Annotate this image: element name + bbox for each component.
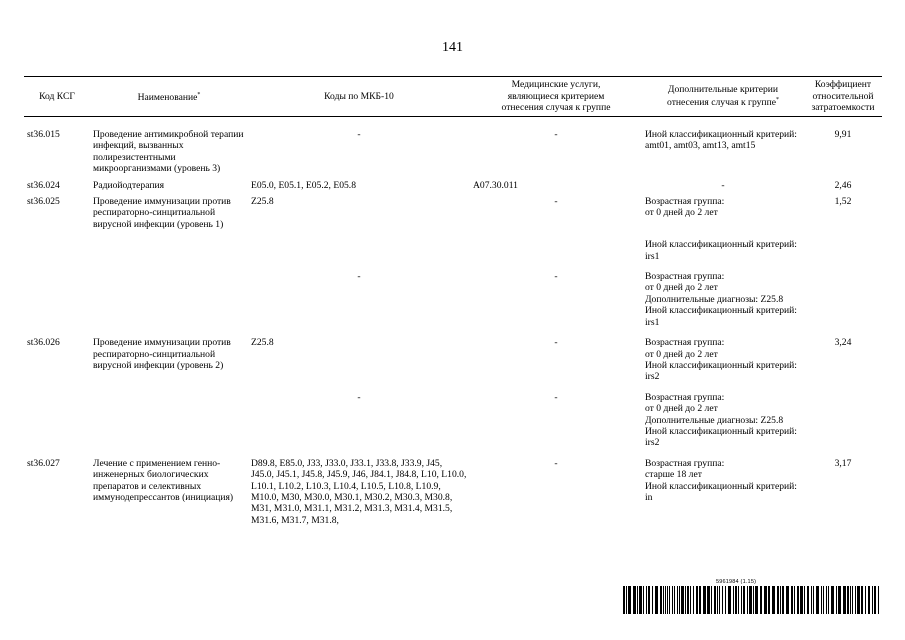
ksg-code xyxy=(24,230,90,262)
criteria-line: от 0 дней до 2 лет xyxy=(645,403,718,415)
criteria-line: от 0 дней до 2 лет xyxy=(645,282,718,294)
barcode-bar xyxy=(831,586,834,614)
page-number: 141 xyxy=(442,40,463,55)
table-row xyxy=(24,175,882,191)
barcode-bar xyxy=(674,586,675,614)
barcode-bar xyxy=(755,586,758,614)
additional-criteria xyxy=(642,129,804,175)
barcode-bar xyxy=(639,586,642,614)
barcode-bar xyxy=(677,586,678,614)
barcode-bar xyxy=(646,586,647,614)
barcode-bar xyxy=(811,586,812,614)
barcode-bar xyxy=(857,586,860,614)
table-row xyxy=(24,328,882,383)
barcode-bar xyxy=(780,586,781,614)
criteria-line: Иной классификационный критерий: irs1 xyxy=(645,239,797,262)
criteria-line: Возрастная группа: xyxy=(645,271,725,283)
header-services: Медицинские услуги, являющиеся критерием отнесения случая к группе xyxy=(470,77,642,117)
barcode-bar xyxy=(672,586,673,614)
barcode-bar xyxy=(623,586,625,614)
barcode-bar xyxy=(800,586,803,614)
barcode-bar xyxy=(685,586,686,614)
criteria-line: Возрастная группа: xyxy=(645,391,725,403)
header-mkb: Коды по МКБ-10 xyxy=(248,77,470,117)
criteria-line: Дополнительные диагнозы: Z25.8 xyxy=(645,414,784,426)
additional-criteria xyxy=(642,383,804,449)
barcode-bar xyxy=(652,586,653,614)
barcode-bar xyxy=(628,586,631,614)
mkb-codes xyxy=(248,230,470,262)
criteria-line: Возрастная группа: xyxy=(645,457,725,469)
barcode-bar xyxy=(861,586,863,614)
table-header-row xyxy=(24,77,882,117)
barcode-bar xyxy=(823,586,824,614)
barcode-bar xyxy=(663,586,664,614)
medical-services: - xyxy=(554,129,558,140)
barcode-bar xyxy=(633,586,636,614)
barcode-bar xyxy=(855,586,856,614)
criteria-line: Возрастная группа: xyxy=(645,337,725,349)
mkb-codes: E05.0, E05.1, E05.2, E05.8 xyxy=(251,179,356,191)
barcode-bar xyxy=(693,586,694,614)
criteria-line: Иной классификационный критерий: irs1 xyxy=(645,305,797,328)
barcode-bar xyxy=(786,586,789,614)
ksg-name: Проведение иммунизации против респираторно-синцитиальной вирусной инфекции (уровень 2) xyxy=(93,337,231,371)
criteria-line: от 0 дней до 2 лет xyxy=(645,348,718,360)
ksg-code: st36.025 xyxy=(27,196,60,208)
barcode-bar xyxy=(777,586,779,614)
barcode-bar xyxy=(872,586,873,614)
medical-services: - xyxy=(554,196,558,208)
barcode-bar xyxy=(711,586,712,614)
barcode-bar xyxy=(826,586,827,614)
barcode-bar xyxy=(733,586,734,614)
coefficient xyxy=(804,230,882,262)
barcode-bar xyxy=(868,586,870,614)
barcode-bar xyxy=(874,586,876,614)
barcode-bar xyxy=(764,586,767,614)
barcode-bar xyxy=(807,586,809,614)
barcode-bar xyxy=(735,586,737,614)
header-code: Код КСГ xyxy=(24,77,90,117)
barcode-bar xyxy=(741,586,742,614)
coefficient: 2,46 xyxy=(834,179,852,191)
medical-services: - xyxy=(554,271,558,283)
barcode-bar xyxy=(728,586,731,614)
barcode-bar xyxy=(804,586,805,614)
mkb-codes: Z25.8 xyxy=(251,337,274,349)
coefficient: 3,17 xyxy=(834,457,852,469)
mkb-codes: Z25.8 xyxy=(251,196,274,208)
barcode-bar xyxy=(690,586,691,614)
additional-criteria xyxy=(642,449,804,526)
criteria-line: - xyxy=(721,179,725,191)
medical-services xyxy=(470,230,642,262)
coefficient: 9,91 xyxy=(834,129,852,140)
barcode-bar xyxy=(648,586,650,614)
additional-criteria xyxy=(642,262,804,328)
criteria-line: от 0 дней до 2 лет xyxy=(645,207,718,219)
barcode-bar xyxy=(703,586,706,614)
barcode-bar xyxy=(743,586,745,614)
barcode-bar xyxy=(878,586,879,614)
barcode-bar xyxy=(749,586,752,614)
criteria-line: Возрастная группа: xyxy=(645,196,725,208)
medical-services: - xyxy=(554,391,558,403)
table-row xyxy=(24,129,882,175)
barcode xyxy=(622,586,880,614)
criteria-line: Иной классификационный критерий: amt01, amt03, amt13, amt15 xyxy=(645,129,797,152)
barcode-bar xyxy=(828,586,829,614)
ksg-code: st36.026 xyxy=(27,337,60,349)
barcode-bar xyxy=(679,586,680,614)
barcode-bar xyxy=(687,586,689,614)
barcode-bar xyxy=(753,586,754,614)
medical-services: - xyxy=(554,457,558,469)
header-coefficient: Коэффициент относительной затратоемкости xyxy=(804,77,882,117)
barcode-bar xyxy=(768,586,770,614)
coefficient xyxy=(804,262,882,328)
header-criteria: Дополнительные критерии отнесения случая к группе* xyxy=(642,77,804,117)
barcode-bar xyxy=(660,586,662,614)
medical-services: A07.30.011 xyxy=(473,179,518,191)
barcode-bar xyxy=(816,586,819,614)
criteria-line: Иной классификационный критерий: in xyxy=(645,480,797,503)
barcode-bar xyxy=(667,586,668,614)
barcode-bar xyxy=(838,586,841,614)
table-row xyxy=(24,262,882,328)
barcode-bar xyxy=(655,586,658,614)
medical-services: - xyxy=(554,337,558,349)
barcode-bar xyxy=(725,586,726,614)
ksg-code: st36.015 xyxy=(27,129,60,140)
barcode-bar xyxy=(847,586,849,614)
barcode-bar xyxy=(794,586,795,614)
barcode-bar xyxy=(813,586,814,614)
additional-criteria xyxy=(642,230,804,262)
barcode-bar xyxy=(626,586,627,614)
barcode-bar xyxy=(696,586,698,614)
additional-criteria xyxy=(642,191,804,230)
additional-criteria xyxy=(642,328,804,383)
barcode-bar xyxy=(699,586,701,614)
additional-criteria xyxy=(642,175,804,191)
coefficient: 3,24 xyxy=(834,337,852,349)
barcode-bar xyxy=(797,586,799,614)
barcode-bar xyxy=(643,586,644,614)
table-row xyxy=(24,449,882,526)
ksg-code: st36.024 xyxy=(27,179,60,191)
barcode-bar xyxy=(782,586,784,614)
barcode-bar xyxy=(836,586,837,614)
barcode-bar xyxy=(772,586,775,614)
barcode-bar xyxy=(791,586,793,614)
coefficient xyxy=(804,383,882,449)
barcode-bar xyxy=(669,586,670,614)
mkb-codes: D89.8, E85.0, J33, J33.0, J33.1, J33.8, J33.9, J45, J45.0, J45.1, J45.8, J45.9, J46, J84.1, J84.8, L10, L10.0, L10.1, L10.2, L10.3, L10.4, L10.5, L10.8, L10.9, M10.0, M30, M30.0, M30.1, M30.2, M30.3, M30.8, M31, M31.0, M31.1, M31.2, M31.3, M31.4, M31.5, M31.6, M31.7, M31.8, xyxy=(251,457,467,526)
barcode-bar xyxy=(722,586,723,614)
table-row xyxy=(24,191,882,230)
ksg-name xyxy=(90,262,248,328)
barcode-bar xyxy=(681,586,684,614)
mkb-codes: - xyxy=(357,271,361,283)
barcode-bar xyxy=(852,586,853,614)
barcode-bar xyxy=(821,586,822,614)
barcode-bar xyxy=(717,586,718,614)
barcode-bar xyxy=(747,586,748,614)
table-row xyxy=(24,230,882,262)
barcode-bar xyxy=(719,586,720,614)
barcode-bar xyxy=(707,586,710,614)
barcode-bar xyxy=(738,586,739,614)
mkb-codes: - xyxy=(357,391,361,403)
criteria-line: Дополнительные диагнозы: Z25.8 xyxy=(645,293,784,305)
ksg-name: Радиойодтерапия xyxy=(93,179,165,191)
ksg-name: Проведение антимикробной терапии инфекций, вызванных полирезистентными микроорганизмами (уровень 3) xyxy=(93,129,244,175)
barcode-bar xyxy=(850,586,851,614)
barcode-bar xyxy=(665,586,666,614)
table-row xyxy=(24,383,882,449)
criteria-line: Иной классификационный критерий: irs2 xyxy=(645,425,797,449)
barcode-bar xyxy=(714,586,716,614)
criteria-line: Иной классификационный критерий: irs2 xyxy=(645,359,797,383)
ksg-code: st36.027 xyxy=(27,457,60,469)
ksg-name: Лечение с применением генно-инженерных биологических препаратов и селективных иммунодепрессантов (инициация) xyxy=(93,457,234,503)
ksg-code xyxy=(24,383,90,449)
barcode-bar xyxy=(865,586,866,614)
barcode-bar xyxy=(760,586,762,614)
barcode-bar xyxy=(843,586,846,614)
ksg-name xyxy=(90,383,248,449)
barcode-label: 5961984 (1.15) xyxy=(716,579,757,585)
ksg-name: Проведение иммунизации против респираторно-синцитиальной вирусной инфекции (уровень 1) xyxy=(93,196,231,230)
barcode-bar xyxy=(637,586,638,614)
ksg-code xyxy=(24,262,90,328)
criteria-line: старше 18 лет xyxy=(645,469,702,481)
ksg-table xyxy=(24,76,882,526)
header-name: Наименование* xyxy=(90,77,248,117)
ksg-name xyxy=(90,230,248,262)
mkb-codes: - xyxy=(357,129,361,140)
coefficient: 1,52 xyxy=(834,196,852,208)
